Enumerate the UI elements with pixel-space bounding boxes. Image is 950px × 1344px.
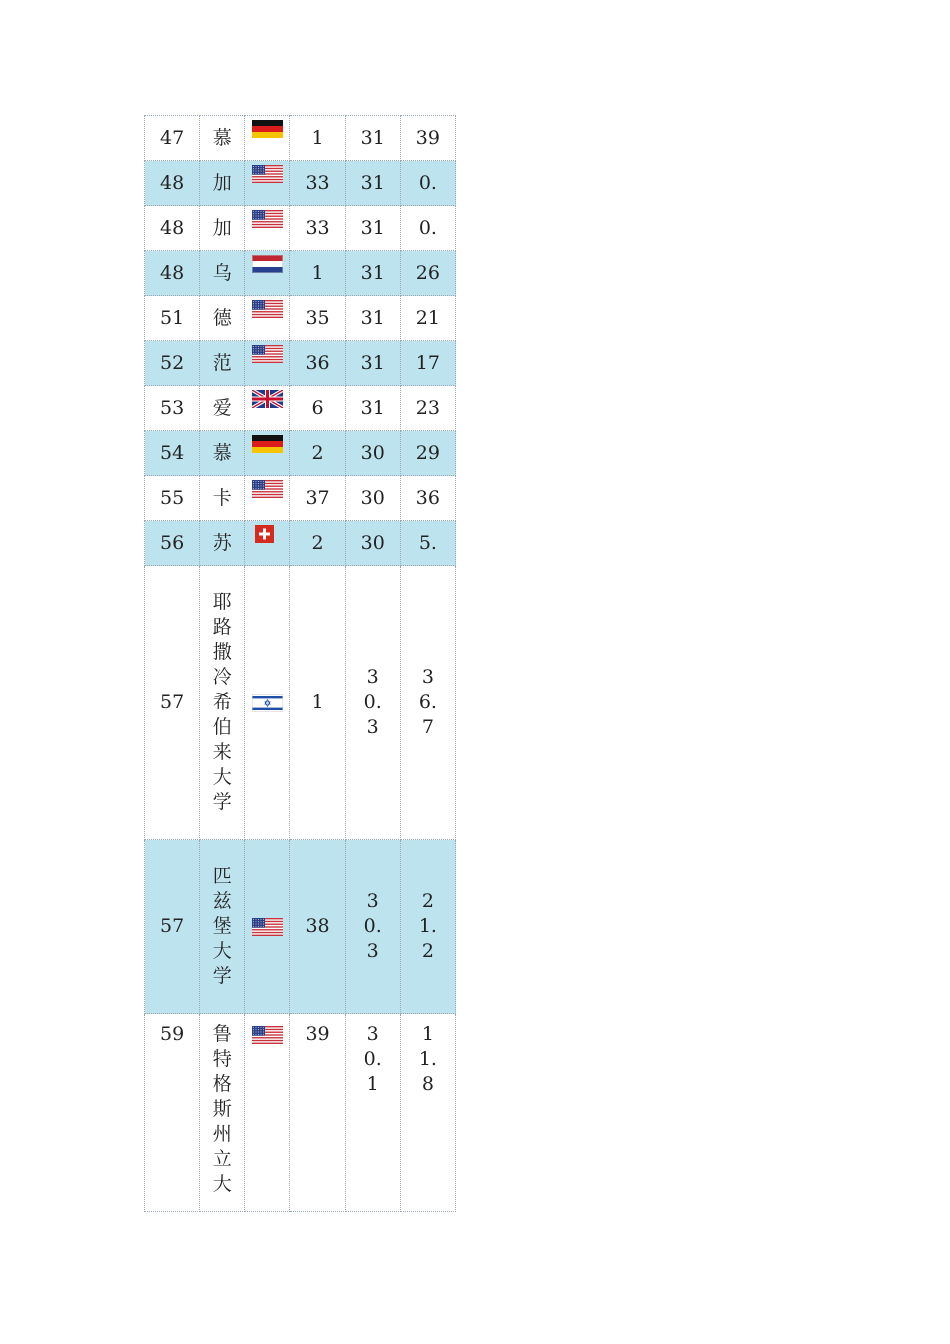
total-score-text: 30.3 — [363, 666, 382, 738]
total-score-cell: 31 — [345, 116, 400, 161]
rank-cell: 57 — [145, 566, 200, 840]
indicator-score-text: 21.2 — [418, 890, 437, 962]
national-rank-cell: 2 — [290, 431, 345, 476]
indicator-score-cell: 5. — [400, 521, 455, 566]
flag-cell — [245, 161, 290, 206]
rank-cell: 53 — [145, 386, 200, 431]
indicator-score-cell: 17 — [400, 341, 455, 386]
indicator-score-cell — [400, 1014, 455, 1212]
university-name-cell: 加 — [200, 206, 245, 251]
national-rank-cell: 6 — [290, 386, 345, 431]
rank-cell: 56 — [145, 521, 200, 566]
usa-flag-icon — [252, 300, 283, 318]
rank-cell: 48 — [145, 251, 200, 296]
indicator-score-cell: 29 — [400, 431, 455, 476]
table-row — [145, 386, 456, 431]
national-rank-cell: 1 — [290, 116, 345, 161]
national-rank-cell: 37 — [290, 476, 345, 521]
total-score-text: 30.3 — [363, 890, 382, 962]
total-score-cell: 30 — [345, 431, 400, 476]
usa-flag-icon — [252, 345, 283, 363]
total-score-cell: 31 — [345, 206, 400, 251]
ranking-table — [144, 115, 456, 1212]
germany-flag-icon — [252, 120, 283, 138]
flag-cell — [245, 431, 290, 476]
university-name-cell: 卡 — [200, 476, 245, 521]
flag-cell — [245, 296, 290, 341]
rank-cell: 52 — [145, 341, 200, 386]
indicator-score-cell: 26 — [400, 251, 455, 296]
total-score-cell: 31 — [345, 161, 400, 206]
usa-flag-icon — [252, 1026, 283, 1044]
national-rank-cell: 1 — [290, 566, 345, 840]
indicator-score-cell: 0. — [400, 206, 455, 251]
table-row — [145, 840, 456, 1014]
table-row — [145, 1014, 456, 1212]
national-rank-cell: 39 — [290, 1014, 345, 1212]
flag-cell — [245, 116, 290, 161]
national-rank-cell: 33 — [290, 161, 345, 206]
table-row — [145, 476, 456, 521]
university-name-cell: 慕 — [200, 431, 245, 476]
uk-flag-icon — [252, 390, 283, 408]
flag-cell — [245, 476, 290, 521]
usa-flag-icon — [252, 210, 283, 228]
flag-cell — [245, 206, 290, 251]
usa-flag-icon — [252, 918, 283, 936]
national-rank-cell: 35 — [290, 296, 345, 341]
table-row — [145, 206, 456, 251]
university-name-cell: 苏 — [200, 521, 245, 566]
table-row — [145, 116, 456, 161]
indicator-score-text: 11.8 — [418, 1023, 437, 1095]
indicator-score-cell — [400, 840, 455, 1014]
total-score-cell — [345, 1014, 400, 1212]
indicator-score-cell: 39 — [400, 116, 455, 161]
table-row — [145, 341, 456, 386]
total-score-cell: 31 — [345, 341, 400, 386]
rank-cell: 48 — [145, 206, 200, 251]
rank-cell: 55 — [145, 476, 200, 521]
national-rank-cell: 36 — [290, 341, 345, 386]
total-score-cell: 30 — [345, 521, 400, 566]
total-score-text: 30.1 — [363, 1023, 382, 1095]
flag-cell — [245, 566, 290, 840]
israel-flag-icon — [252, 694, 283, 712]
national-rank-cell: 33 — [290, 206, 345, 251]
university-name-cell: 范 — [200, 341, 245, 386]
rank-cell: 54 — [145, 431, 200, 476]
university-name-text: 鲁特格斯州立大 — [212, 1023, 232, 1195]
flag-cell — [245, 251, 290, 296]
university-name-cell: 德 — [200, 296, 245, 341]
total-score-cell — [345, 840, 400, 1014]
rank-cell: 51 — [145, 296, 200, 341]
indicator-score-cell — [400, 566, 455, 840]
indicator-score-cell: 36 — [400, 476, 455, 521]
ranking-table-body — [145, 116, 456, 1212]
university-name-cell — [200, 1014, 245, 1212]
rank-cell: 59 — [145, 1014, 200, 1212]
university-name-text: 匹兹堡大学 — [212, 865, 232, 987]
table-row — [145, 296, 456, 341]
table-row — [145, 521, 456, 566]
table-row — [145, 161, 456, 206]
germany-flag-icon — [252, 435, 283, 453]
indicator-score-cell: 21 — [400, 296, 455, 341]
national-rank-cell: 1 — [290, 251, 345, 296]
table-row — [145, 431, 456, 476]
flag-cell — [245, 386, 290, 431]
total-score-cell: 31 — [345, 296, 400, 341]
indicator-score-cell: 0. — [400, 161, 455, 206]
national-rank-cell: 2 — [290, 521, 345, 566]
university-name-cell: 爱 — [200, 386, 245, 431]
university-name-cell: 加 — [200, 161, 245, 206]
indicator-score-text: 36.7 — [418, 666, 437, 738]
flag-cell — [245, 840, 290, 1014]
total-score-cell — [345, 566, 400, 840]
university-name-text: 耶路撒冷希伯来大学 — [212, 591, 232, 813]
total-score-cell: 31 — [345, 251, 400, 296]
university-name-cell — [200, 566, 245, 840]
netherlands-flag-icon — [252, 255, 283, 273]
university-name-cell: 慕 — [200, 116, 245, 161]
flag-cell — [245, 1014, 290, 1212]
national-rank-cell: 38 — [290, 840, 345, 1014]
flag-cell — [245, 521, 290, 566]
university-name-cell: 乌 — [200, 251, 245, 296]
rank-cell: 47 — [145, 116, 200, 161]
table-row — [145, 251, 456, 296]
rank-cell: 48 — [145, 161, 200, 206]
university-name-cell — [200, 840, 245, 1014]
indicator-score-cell: 23 — [400, 386, 455, 431]
total-score-cell: 31 — [345, 386, 400, 431]
rank-cell: 57 — [145, 840, 200, 1014]
total-score-cell: 30 — [345, 476, 400, 521]
usa-flag-icon — [252, 480, 283, 498]
flag-cell — [245, 341, 290, 386]
usa-flag-icon — [252, 165, 283, 183]
switzerland-flag-icon — [252, 525, 283, 543]
table-row — [145, 566, 456, 840]
